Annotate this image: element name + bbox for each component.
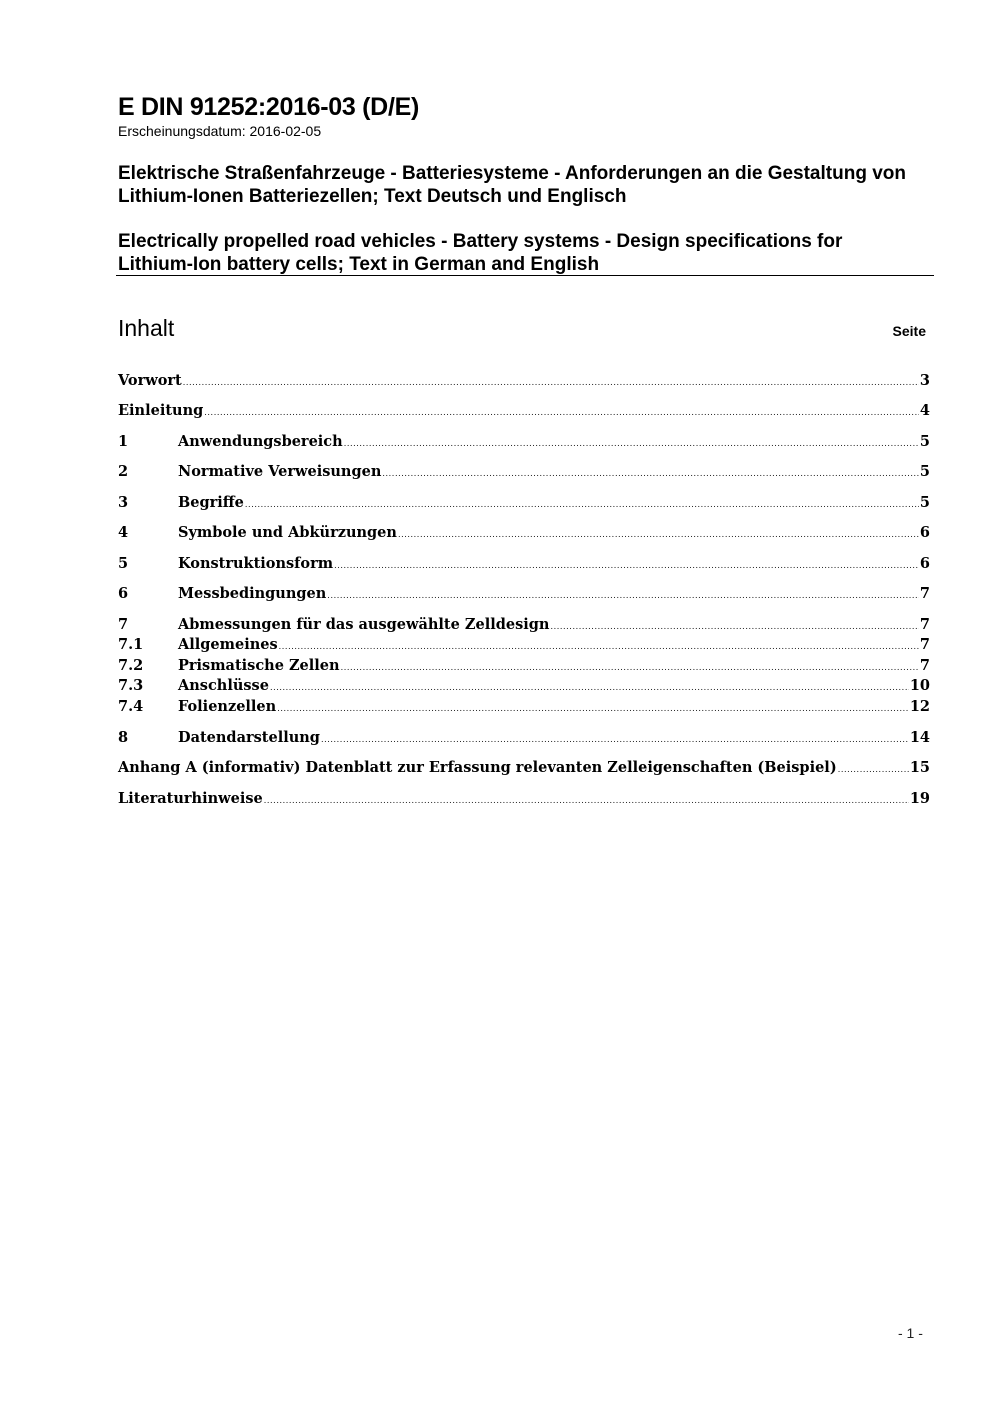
toc-leader xyxy=(264,789,909,811)
toc-entry-page: 5 xyxy=(919,433,930,450)
toc-entry[interactable] xyxy=(118,789,930,809)
toc-entry[interactable] xyxy=(118,676,930,696)
toc-entry[interactable] xyxy=(118,493,930,513)
toc-entry-number: 5 xyxy=(118,555,129,572)
toc-entry-label: Folienzellen xyxy=(178,698,277,715)
toc-entry[interactable] xyxy=(118,523,930,543)
toc-entry-label: Allgemeines xyxy=(178,636,278,653)
toc-entry-label: Datendarstellung xyxy=(178,729,320,746)
toc-entry-label: Anhang A (informativ) Datenblatt zur Erfassung relevanten Zelleigenschaften (Beispiel) xyxy=(118,759,837,776)
toc-leader xyxy=(550,615,918,637)
document-header xyxy=(118,92,934,276)
toc-entry-number: 7.2 xyxy=(118,657,144,674)
toc-leader xyxy=(838,758,909,780)
toc-leader xyxy=(321,728,909,750)
toc-entry[interactable] xyxy=(118,401,930,421)
toc-entry-number: 8 xyxy=(118,729,129,746)
toc-leader xyxy=(204,401,919,423)
toc-entry[interactable] xyxy=(118,371,930,391)
toc-entry[interactable] xyxy=(118,656,930,676)
toc-entry-label: Begriffe xyxy=(178,494,244,511)
title-german: Elektrische Straßenfahrzeuge - Batteriesysteme - Anforderungen an die Gestaltung von Lithium-Ionen Batteriezellen; Text Deutsch und Englisch xyxy=(118,163,906,207)
toc-leader xyxy=(183,371,919,393)
toc-entry[interactable] xyxy=(118,758,930,778)
toc-entry-number: 4 xyxy=(118,524,129,541)
title-english: Electrically propelled road vehicles - Battery systems - Design specifications for Lithium-Ion battery cells; Text in German and English xyxy=(118,231,843,275)
toc-entry-number: 7.1 xyxy=(118,636,144,653)
toc-entry[interactable] xyxy=(118,615,930,635)
toc-entry-page: 6 xyxy=(919,524,930,541)
toc-leader xyxy=(279,635,919,657)
toc-entry-page: 5 xyxy=(919,463,930,480)
toc-entry-page: 7 xyxy=(919,616,930,633)
toc-entry-number: 7 xyxy=(118,616,129,633)
toc-entry-label: Prismatische Zellen xyxy=(178,657,340,674)
toc-entry-number: 1 xyxy=(118,433,129,450)
toc-entry-label: Anschlüsse xyxy=(178,677,269,694)
toc-leader xyxy=(245,493,919,515)
toc-leader xyxy=(344,432,919,454)
toc-entry-page: 6 xyxy=(919,555,930,572)
toc-entry-page: 7 xyxy=(919,657,930,674)
toc-entry[interactable] xyxy=(118,462,930,482)
toc-entry-label: Messbedingungen xyxy=(178,585,327,602)
toc-header xyxy=(118,314,926,342)
toc-entry-label: Vorwort xyxy=(118,372,182,389)
toc-entry-page: 3 xyxy=(919,372,930,389)
toc-leader xyxy=(270,676,909,698)
toc-entry[interactable] xyxy=(118,584,930,604)
toc-entry-label: Abmessungen für das ausgewählte Zelldesign xyxy=(178,616,550,633)
toc-entry-page: 12 xyxy=(909,698,930,715)
toc-entry-label: Anwendungsbereich xyxy=(178,433,343,450)
page-number: - 1 - xyxy=(898,1325,923,1341)
document-id: E DIN 91252:2016-03 (D/E) xyxy=(118,93,419,121)
toc-leader xyxy=(341,656,919,678)
toc-entry[interactable] xyxy=(118,728,930,748)
toc-entry-number: 2 xyxy=(118,463,129,480)
toc-entry-label: Symbole und Abkürzungen xyxy=(178,524,397,541)
toc-leader xyxy=(398,523,919,545)
header-divider xyxy=(116,275,934,276)
toc-entry-label: Literaturhinweise xyxy=(118,790,263,807)
toc-page-column-label: Seite xyxy=(892,323,926,339)
toc-entry-page: 15 xyxy=(909,759,930,776)
toc-entry-page: 7 xyxy=(919,585,930,602)
publication-date: Erscheinungsdatum: 2016-02-05 xyxy=(118,123,322,139)
toc-heading: Inhalt xyxy=(118,315,175,341)
toc-entry-label: Konstruktionsform xyxy=(178,555,334,572)
toc-entry-page: 10 xyxy=(909,677,930,694)
toc-entry-page: 5 xyxy=(919,494,930,511)
toc-entry[interactable] xyxy=(118,697,930,717)
toc-entry-page: 19 xyxy=(909,790,930,807)
toc-leader xyxy=(334,554,919,576)
toc-entry-number: 6 xyxy=(118,585,129,602)
toc-entry-label: Normative Verweisungen xyxy=(178,463,382,480)
toc-entry[interactable] xyxy=(118,554,930,574)
toc-entry-number: 7.3 xyxy=(118,677,144,694)
toc-entry[interactable] xyxy=(118,432,930,452)
toc-entry-label: Einleitung xyxy=(118,402,204,419)
toc-entry-page: 4 xyxy=(919,402,930,419)
toc-entry-number: 7.4 xyxy=(118,698,144,715)
toc-leader xyxy=(277,697,909,719)
toc-entry-page: 14 xyxy=(909,729,930,746)
toc-leader xyxy=(382,462,919,484)
toc-entry-page: 7 xyxy=(919,636,930,653)
toc-entry[interactable] xyxy=(118,635,930,655)
toc-leader xyxy=(327,584,919,606)
toc-entry-number: 3 xyxy=(118,494,129,511)
